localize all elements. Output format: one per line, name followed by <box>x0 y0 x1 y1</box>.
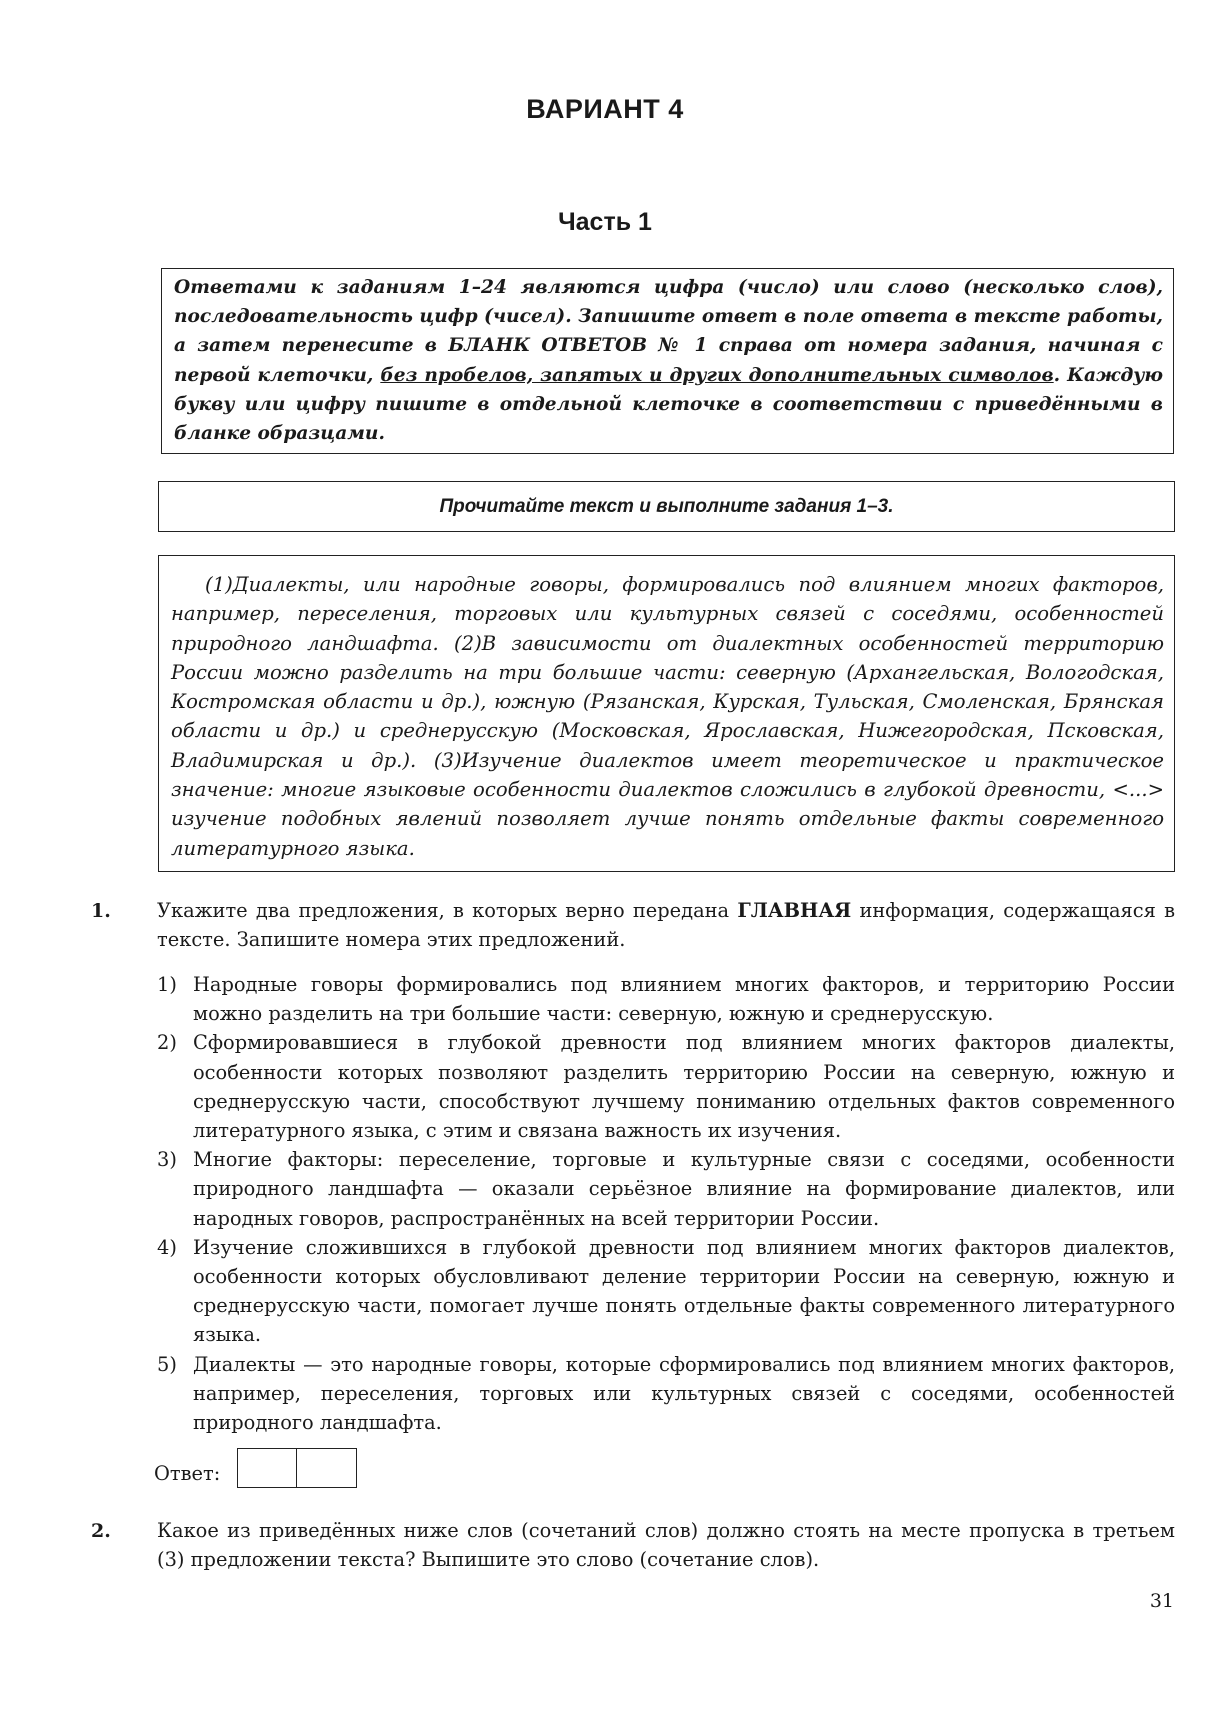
question-1-text <box>157 896 1175 955</box>
option-text: Диалекты — это народные говоры, которые сформировались под влиянием многих факторов, например, переселения, торговых или культурных связей с соседями, особенностей природного ландшафта. <box>193 1352 1175 1435</box>
instructions-text-after: . Каждую букву или цифру пишите в отдельной клеточке в соответствии с приведёнными в бланке образцами. <box>174 364 1163 445</box>
option-4 <box>157 1233 1175 1350</box>
part-title: Часть 1 <box>558 208 652 236</box>
task-header-box <box>158 481 1175 532</box>
option-number: 3) <box>157 1148 177 1172</box>
question-1-bold: ГЛАВНАЯ <box>737 899 852 922</box>
instructions-text-before: Ответами к заданиям 1–24 являются цифра (число) или слово (несколько слов), последовательность цифр (чисел). Запишите ответ в поле ответа в тексте работы, а затем перенесите в БЛАНК ОТВЕТОВ № 1 справа от номера задания, начиная с первой клеточки, <box>174 277 1163 386</box>
option-1 <box>157 970 1175 1028</box>
option-number: 2) <box>157 1031 177 1055</box>
option-number: 4) <box>157 1235 177 1259</box>
question-1-options <box>157 970 1175 1437</box>
option-text: Народные говоры формировались под влиянием многих факторов, и территорию России можно разделить на три большие части: северную, южную и среднерусскую. <box>193 973 1175 1026</box>
answer-cell[interactable] <box>237 1448 297 1488</box>
instructions-box <box>161 268 1174 454</box>
page-number: 31 <box>1149 1590 1174 1612</box>
question-2-number: 2. <box>91 1520 111 1542</box>
option-text: Многие факторы: переселение, торговые и культурные связи с соседями, особенности природного ландшафта — оказали серьёзное влияние на формирование диалектов, или народных говоров, распространённых на всей территории России. <box>193 1148 1175 1230</box>
question-1-text-after: информация, содержащаяся в тексте. Запишите номера этих предложений. <box>157 899 1175 952</box>
option-number: 1) <box>157 973 177 996</box>
task-header-text: Прочитайте текст и выполните задания 1–3. <box>439 495 894 517</box>
instructions-underlined: без пробелов, запятых и других дополнительных символов <box>380 364 1054 386</box>
question-1-text-before: Укажите два предложения, в которых верно передана <box>157 899 738 922</box>
answer-cell[interactable] <box>297 1448 357 1488</box>
reading-text-box: (1)Диалекты, или народные говоры, формировались под влиянием многих факторов, например, переселения, торговых или культурных связей с соседями, особенностей природного ландшафта. (2)В зависимости от диалектных особенностей территорию России можно разделить на три большие части: северную (Архангельская, Вологодская, Костромская области и др.), южную (Рязанская, Курская, Тульская, Смоленская, Брянская области и др.) и среднерусскую (Московская, Ярославская, Нижегородская, Псковская, Владимирская и др.). (3)Изучение диалектов имеет теоретическое и практическое значение: многие языковые особенности диалектов сложились в глубокой древности, <...> изучение подобных явлений позволяет лучше понять отдельные факты современного литературного языка. <box>158 555 1175 872</box>
option-number: 5) <box>157 1352 177 1376</box>
answer-cells[interactable] <box>237 1448 357 1488</box>
question-2-text: Какое из приведённых ниже слов (сочетаний слов) должно стоять на месте пропуска в третьем (3) предложении текста? Выпишите это слово (сочетание слов). <box>157 1519 1175 1572</box>
answer-label: Ответ: <box>154 1462 221 1485</box>
option-text: Сформировавшиеся в глубокой древности под влиянием многих факторов диалекты, особенности которых позволяют разделить территорию России на северную, южную и среднерусскую части, способствуют лучшему пониманию отдельных фактов современного литературного языка, с этим и связана важность их изучения. <box>193 1031 1175 1143</box>
option-2 <box>157 1028 1175 1145</box>
option-3 <box>157 1145 1175 1233</box>
question-1-number: 1. <box>91 900 111 922</box>
option-5 <box>157 1350 1175 1438</box>
option-text: Изучение сложившихся в глубокой древности под влиянием многих факторов диалектов, особенности которых обусловливают деление территории России на северную, южную и среднерусскую части, помогает лучше понять отдельные факты современного литературного языка. <box>193 1235 1175 1347</box>
variant-title: ВАРИАНТ 4 <box>526 94 684 124</box>
